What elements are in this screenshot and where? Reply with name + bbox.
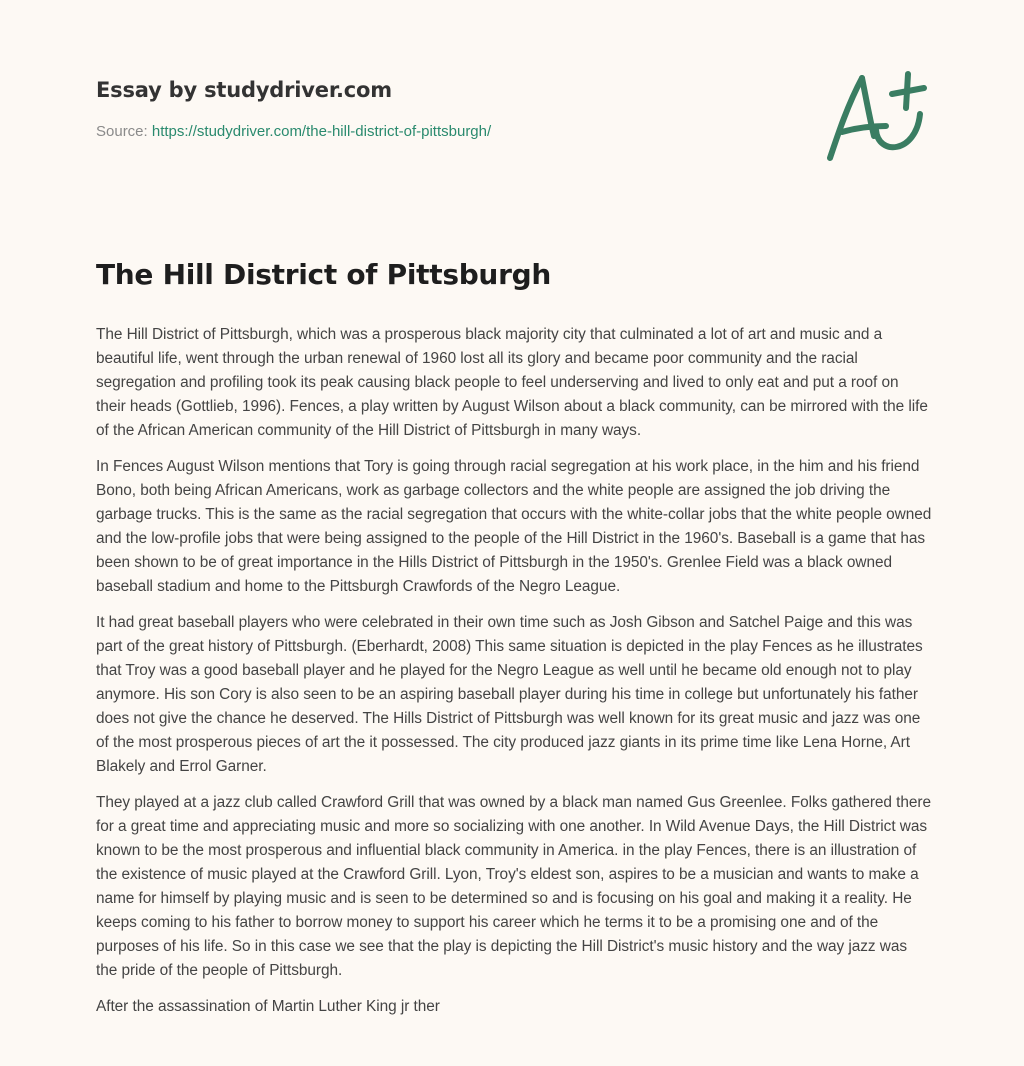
article-title: The Hill District of Pittsburgh — [96, 258, 551, 291]
article-paragraph: In Fences August Wilson mentions that Tory is going through racial segregation at his work place, in the him and his friend Bono, both being African Americans, work as garbage collectors and the white people are assigned the job driving the garbage trucks. This is the same as the racial segregation that occurs with the white-collar jobs that the white people owned and the low-profile jobs that were being assigned to the people of the Hill District in the 1960's. Baseball is a game that has been shown to be of great importance in the Hills District of Pittsburgh in the 1950's. Grenlee Field was a black owned baseball stadium and home to the Pittsburgh Crawfords of the Negro League. — [96, 458, 932, 595]
a-plus-grade-icon — [820, 64, 930, 164]
article-paragraph: It had great baseball players who were celebrated in their own time such as Josh Gibson and Satchel Paige and this was part of the great history of Pittsburgh. (Eberhardt, 2008) This same situation is depicted in the play Fences as he illustrates that Troy was a good baseball player and he played for the Negro League as well until he became old enough not to play anymore. His son Cory is also seen to be an aspiring baseball player during his time in college but unfortunately his father does not give the chance he deserved. The Hills District of Pittsburgh was well known for its great music and jazz was one of the most prosperous pieces of art the it possessed. The city produced jazz giants in its prime time like Lena Horne, Art Blakely and Errol Garner. — [96, 614, 923, 775]
source-label: Source: — [96, 123, 152, 140]
article-paragraph: After the assassination of Martin Luther King jr ther — [96, 998, 440, 1015]
article — [96, 253, 932, 1031]
site-title: Essay by studydriver.com — [96, 78, 392, 102]
article-paragraph: They played at a jazz club called Crawford Grill that was owned by a black man named Gus Greenlee. Folks gathered there for a great time and appreciating music and more so socializing with one another. In Wild Avenue Days, the Hill District was known to be the most prosperous and influential black community in America. in the play Fences, there is an illustration of the existence of music played at the Crawford Grill. Lyon, Troy's eldest son, aspires to be a musician and wants to make a name for himself by playing music and is seen to be determined so and is focusing on his goal and making it a reality. He keeps coming to his father to borrow money to support his career which he terms it to be a promising one and of the purposes of his life. So in this case we see that the play is depicting the Hill District's music history and the way jazz was the pride of the people of Pittsburgh. — [96, 794, 931, 979]
article-paragraph: The Hill District of Pittsburgh, which was a prosperous black majority city that culminated a lot of art and music and a beautiful life, went through the urban renewal of 1960 lost all its glory and became poor community and the racial segregation and profiling took its peak causing black people to feel underserving and lived to only eat and put a roof on their heads (Gottlieb, 1996). Fences, a play written by August Wilson about a black community, can be mirrored with the life of the African American community of the Hill District of Pittsburgh in many ways. — [96, 326, 928, 439]
page-header — [96, 72, 796, 143]
source-link[interactable]: https://studydriver.com/the-hill-district-of-pittsburgh/ — [151, 123, 492, 140]
source-line — [96, 121, 796, 143]
